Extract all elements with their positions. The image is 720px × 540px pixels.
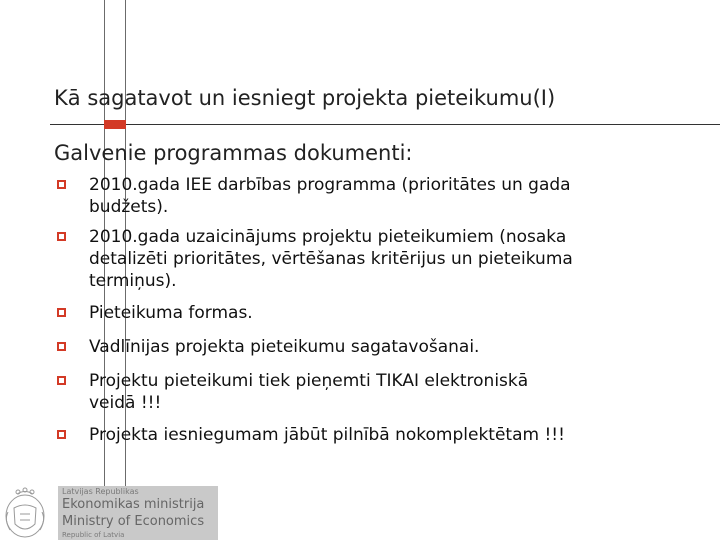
bullet-text-line: Projekta iesniegumam jābūt pilnībā nokomplektētam !!!: [89, 425, 565, 445]
logo-text-small: Latvijas Republikas: [62, 487, 139, 496]
logo-ministry-name-en: Ministry of Economics: [62, 514, 205, 529]
bullet-text-line: Vadlīnijas projekta pieteikumu sagatavošanai.: [89, 337, 480, 357]
logo-ministry-name: Ekonomikas ministrija: [62, 497, 205, 512]
logo-text-small: Republic of Latvia: [62, 531, 125, 539]
slide-title: Kā sagatavot un iesniegt projekta pieteikumu(I): [54, 86, 556, 110]
title-rule: [126, 124, 720, 125]
bullet-text-line: veidā !!!: [89, 393, 162, 413]
bullet-text-line: budžets).: [89, 197, 169, 217]
bullet-text-line: Projektu pieteikumi tiek pieņemti TIKAI elektroniskā: [89, 371, 529, 391]
square-bullet-icon: [57, 308, 66, 317]
bullet-item: [55, 336, 695, 358]
coat-of-arms-icon: [2, 486, 48, 540]
square-bullet-icon: [57, 430, 66, 439]
title-accent-bar: [104, 120, 126, 129]
bullet-item: [55, 370, 695, 414]
bullet-list: [55, 174, 695, 456]
square-bullet-icon: [57, 180, 66, 189]
ministry-logo: [0, 486, 220, 540]
bullet-item: [55, 226, 695, 292]
title-rule: [50, 124, 104, 125]
bullet-item: [55, 174, 695, 218]
bullet-text-line: Pieteikuma formas.: [89, 303, 253, 323]
bullet-text-line: 2010.gada uzaicinājums projektu pieteikumiem (nosaka: [89, 227, 567, 247]
square-bullet-icon: [57, 232, 66, 241]
square-bullet-icon: [57, 342, 66, 351]
bullet-item: [55, 424, 695, 446]
bullet-text-line: termiņus).: [89, 271, 177, 291]
bullet-item: [55, 302, 695, 324]
bullet-text-line: detalizēti prioritātes, vērtēšanas kritērijus un pieteikuma: [89, 249, 573, 269]
section-heading: Galvenie programmas dokumenti:: [54, 141, 413, 165]
square-bullet-icon: [57, 376, 66, 385]
bullet-text-line: 2010.gada IEE darbības programma (prioritātes un gada: [89, 175, 571, 195]
